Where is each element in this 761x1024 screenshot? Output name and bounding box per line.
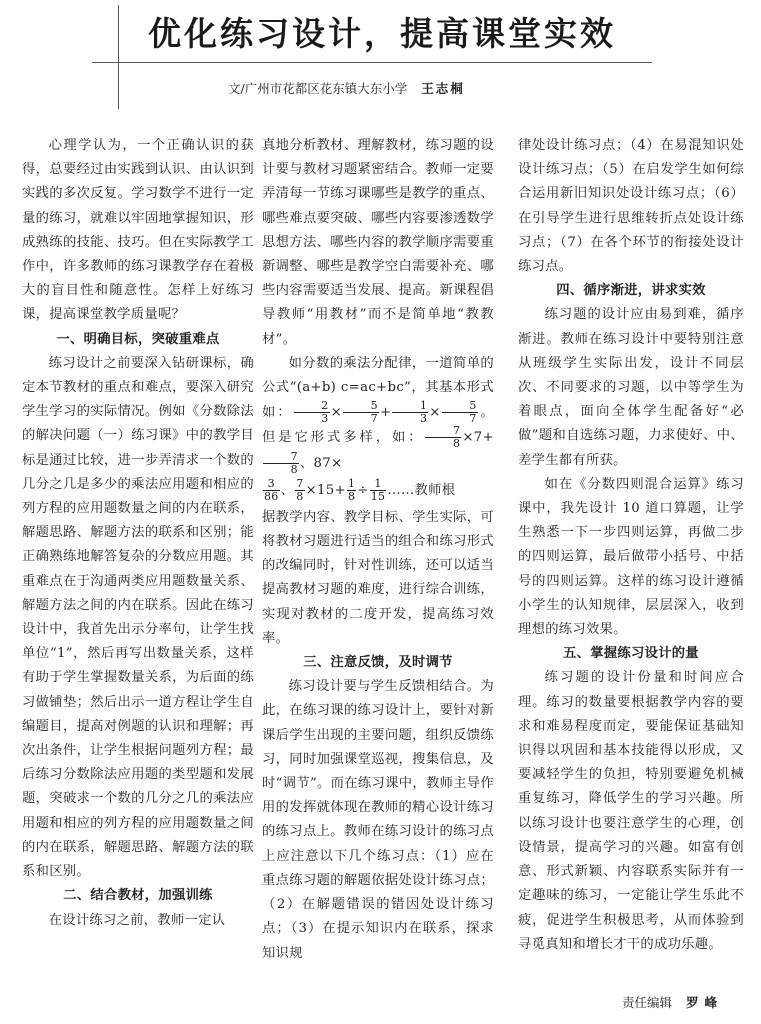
paragraph: 练习设计之前要深入钻研课标，确定本节教材的重点和难点，要深入研究学生学习的实际情况。例如《分数除法的解决问题（一）练习课》中的教学目标是通过比较，进一步弄清求一个数的几分之几是多少的乘法应用题和相应的列方程的应用题数量之间的内在联系，解题思路、解题方法的联系和区别；能正确熟练地解答复杂的分数应用题。其重难点在于沟通两类应用题数量关系、解题方法之间的内在联系。因此在练习设计中，我首先出示分率句，让学生找单位“1”，然后再写出数量关系，这样有助于学生掌握数量关系，为后面的练习做铺垫；然后出示一道方程让学生自编题目，提高对例题的认识和理解；再次出条件，让学生根据问题列方程；最后练习分数除法应用题的类型题和发展题，突破求一个数的几分之几的乘法应用题和相应的列方程的应用题数量之间的内在联系，解题思路、解题方法的联系和区别。 (22, 355, 254, 880)
byline-affiliation: 文/广州市花都区花东镇大东小学 (228, 81, 408, 96)
fraction: $\frac{2}{3}$ (294, 400, 330, 425)
formula-intro-text: 如分数的乘法分配律，一道简单的公式“(a+b) c=ac+bc”，其基本形式如： (262, 355, 494, 421)
column-3 (518, 134, 744, 957)
fraction: $\frac{5}{7}$ (442, 400, 478, 425)
section-heading-2: 二、结合教材，加强训练 (63, 888, 213, 904)
byline-author: 王志桐 (421, 81, 465, 96)
fraction: $\frac{7}{8}$ (425, 425, 461, 450)
formula-text: ×15+ (305, 482, 346, 498)
byline (228, 80, 465, 98)
formula-text: ……教师根 (387, 482, 456, 498)
fraction: $\frac{3}{86}$ (264, 476, 279, 503)
article-title: 优化练习设计，提高课堂实效 (148, 14, 616, 53)
formula-line: $\frac{3}{86}$ 、 $\frac{7}{8}$ ×15+ $\frac{1}{8}$ ÷ $\frac{1}{15}$ ……教师根 (264, 476, 456, 503)
editor-label: 责任编辑 (622, 995, 673, 1010)
paragraph: 真地分析教材、理解教材，练习题的设计要与教材习题紧密结合。教师一定要弄清每一节练习课哪些是教学的重点、哪些难点要突破、哪些内容要渗透数学思想方法、哪些内容的教学顺序需要重新调整、哪些是教学空白需要补充、哪些内容需要适当发展、提高。新课程倡导教师“用教材”而不是简单地“教教材”。 (262, 138, 494, 347)
paragraph: 如分数的乘法分配律，一道简单的公式“(a+b) c=ac+bc”，其基本形式如： $\frac{2}{3}$ × $\frac{5}{7}$ + $\frac{1}{3}$ × $\frac{5}{7}$ 。但是它形式多样，如： $\frac{7}{8}$ ×7+ $\frac{7}{8}$ 、87× (262, 355, 494, 476)
fraction: $\frac{5}{7}$ (343, 400, 379, 425)
paragraph: 练习题的设计应由易到难，循序渐进。教师在练习设计中要特别注意从班级学生实际出发，设计不同层次、不同要求的习题，以中等学生为着眼点，面向全体学生配备好“必做”题和自选练习题，力求使好、中、差学生都有所获。 (518, 307, 744, 468)
section-heading-1: 一、明确目标，突破重难点 (56, 331, 220, 347)
formula-text: ÷ (357, 482, 369, 498)
fraction: $\frac{1}{3}$ (392, 400, 428, 425)
paragraph: 练习设计要与学生反馈相结合。为此，在练习课的练习设计上，要针对新课后学生出现的主要问题，组织反馈练习，同时加强课堂巡视，搜集信息，及时“调节”。而在练习课中，教师主导作用的发挥就体现在教师的精心设计练习的练习点上。教师在练习设计的练习点上应注意以下几个练习点：（1）应在重点练习题的解题依据处设计练习点；（2）在解题错误的错因处设计练习点；（3）在提示知识内在联系，探求知识规 (262, 679, 494, 961)
section-heading-4: 四、循序渐进，讲求实效 (556, 283, 706, 299)
header-horizontal-rule (92, 62, 652, 63)
column-1 (22, 134, 254, 933)
fraction: $\frac{7}{8}$ (296, 476, 304, 503)
paragraph: 练习题的设计份量和时间应合理。练习的数量要根据教学内容的要求和难易程度而定，要能保证基础知识得以巩固和基本技能得以形成，又要减轻学生的负担，特别要避免机械重复练习，降低学生的学习兴趣。所以练习设计也要注意学生的心理，创设情景，提高学习的兴趣。如富有创意、形式新颖、内容联系实际并有一定趣味的练习，一定能让学生乐此不疲，促进学生积极思考，从而体验到寻觅真知和增长才干的成功乐趣。 (518, 670, 744, 952)
section-heading-5: 五、掌握练习设计的量 (563, 646, 699, 662)
paragraph: 如在《分数四则混合运算》练习课中，我先设计 10 道口算题，让学生熟悉一下一步四则运算，再做二步的四则运算，最后做带小括号、中括号的四则运算。这样的练习设计遵循小学生的认知规律，层层深入，收到理想的练习效果。 (518, 476, 744, 638)
formula-text: 、87× (299, 455, 343, 471)
editor-name: 罗峰 (686, 995, 724, 1010)
header-vertical-rule (118, 5, 119, 109)
section-heading-3: 三、注意反馈，及时调节 (303, 655, 453, 671)
fraction: $\frac{1}{8}$ (347, 476, 356, 503)
fraction: $\frac{1}{15}$ (370, 476, 386, 503)
paragraph: 在设计练习之前，教师一定认 (48, 912, 226, 928)
formula-text: ×7+ (462, 430, 494, 446)
fraction: $\frac{7}{8}$ (263, 451, 299, 476)
paragraph: 律处设计练习点；（4）在易混知识处设计练习点；（5）在启发学生如何综合运用新旧知识处设计练习点；（6）在引导学生进行思维转折点处设计练习点；（7）在各个环节的衔接处设计练习点。 (518, 138, 744, 275)
editor-credit (622, 994, 723, 1012)
formula-text: 。但是它形式多样，如： (262, 405, 494, 446)
paragraph: 心理学认为，一个正确认识的获得，总要经过由实践到认识、由认识到实践的多次反复。学习数学不进行一定量的练习，就难以牢固地掌握知识，形成熟练的技能、技巧。但在实际教学工作中，许多教师的练习课教学存在着极大的盲目性和随意性。怎样上好练习课，提高课堂教学质量呢？ (22, 138, 254, 323)
paragraph: 据教学内容、教学目标、学生实际，可将教材习题进行适当的组合和练习形式的改编同时，针对性训练，还可以适当提高教材习题的难度，进行综合训练，实现对教材的二度开发，提高练习效率。 (262, 509, 494, 646)
column-2 (262, 134, 494, 966)
